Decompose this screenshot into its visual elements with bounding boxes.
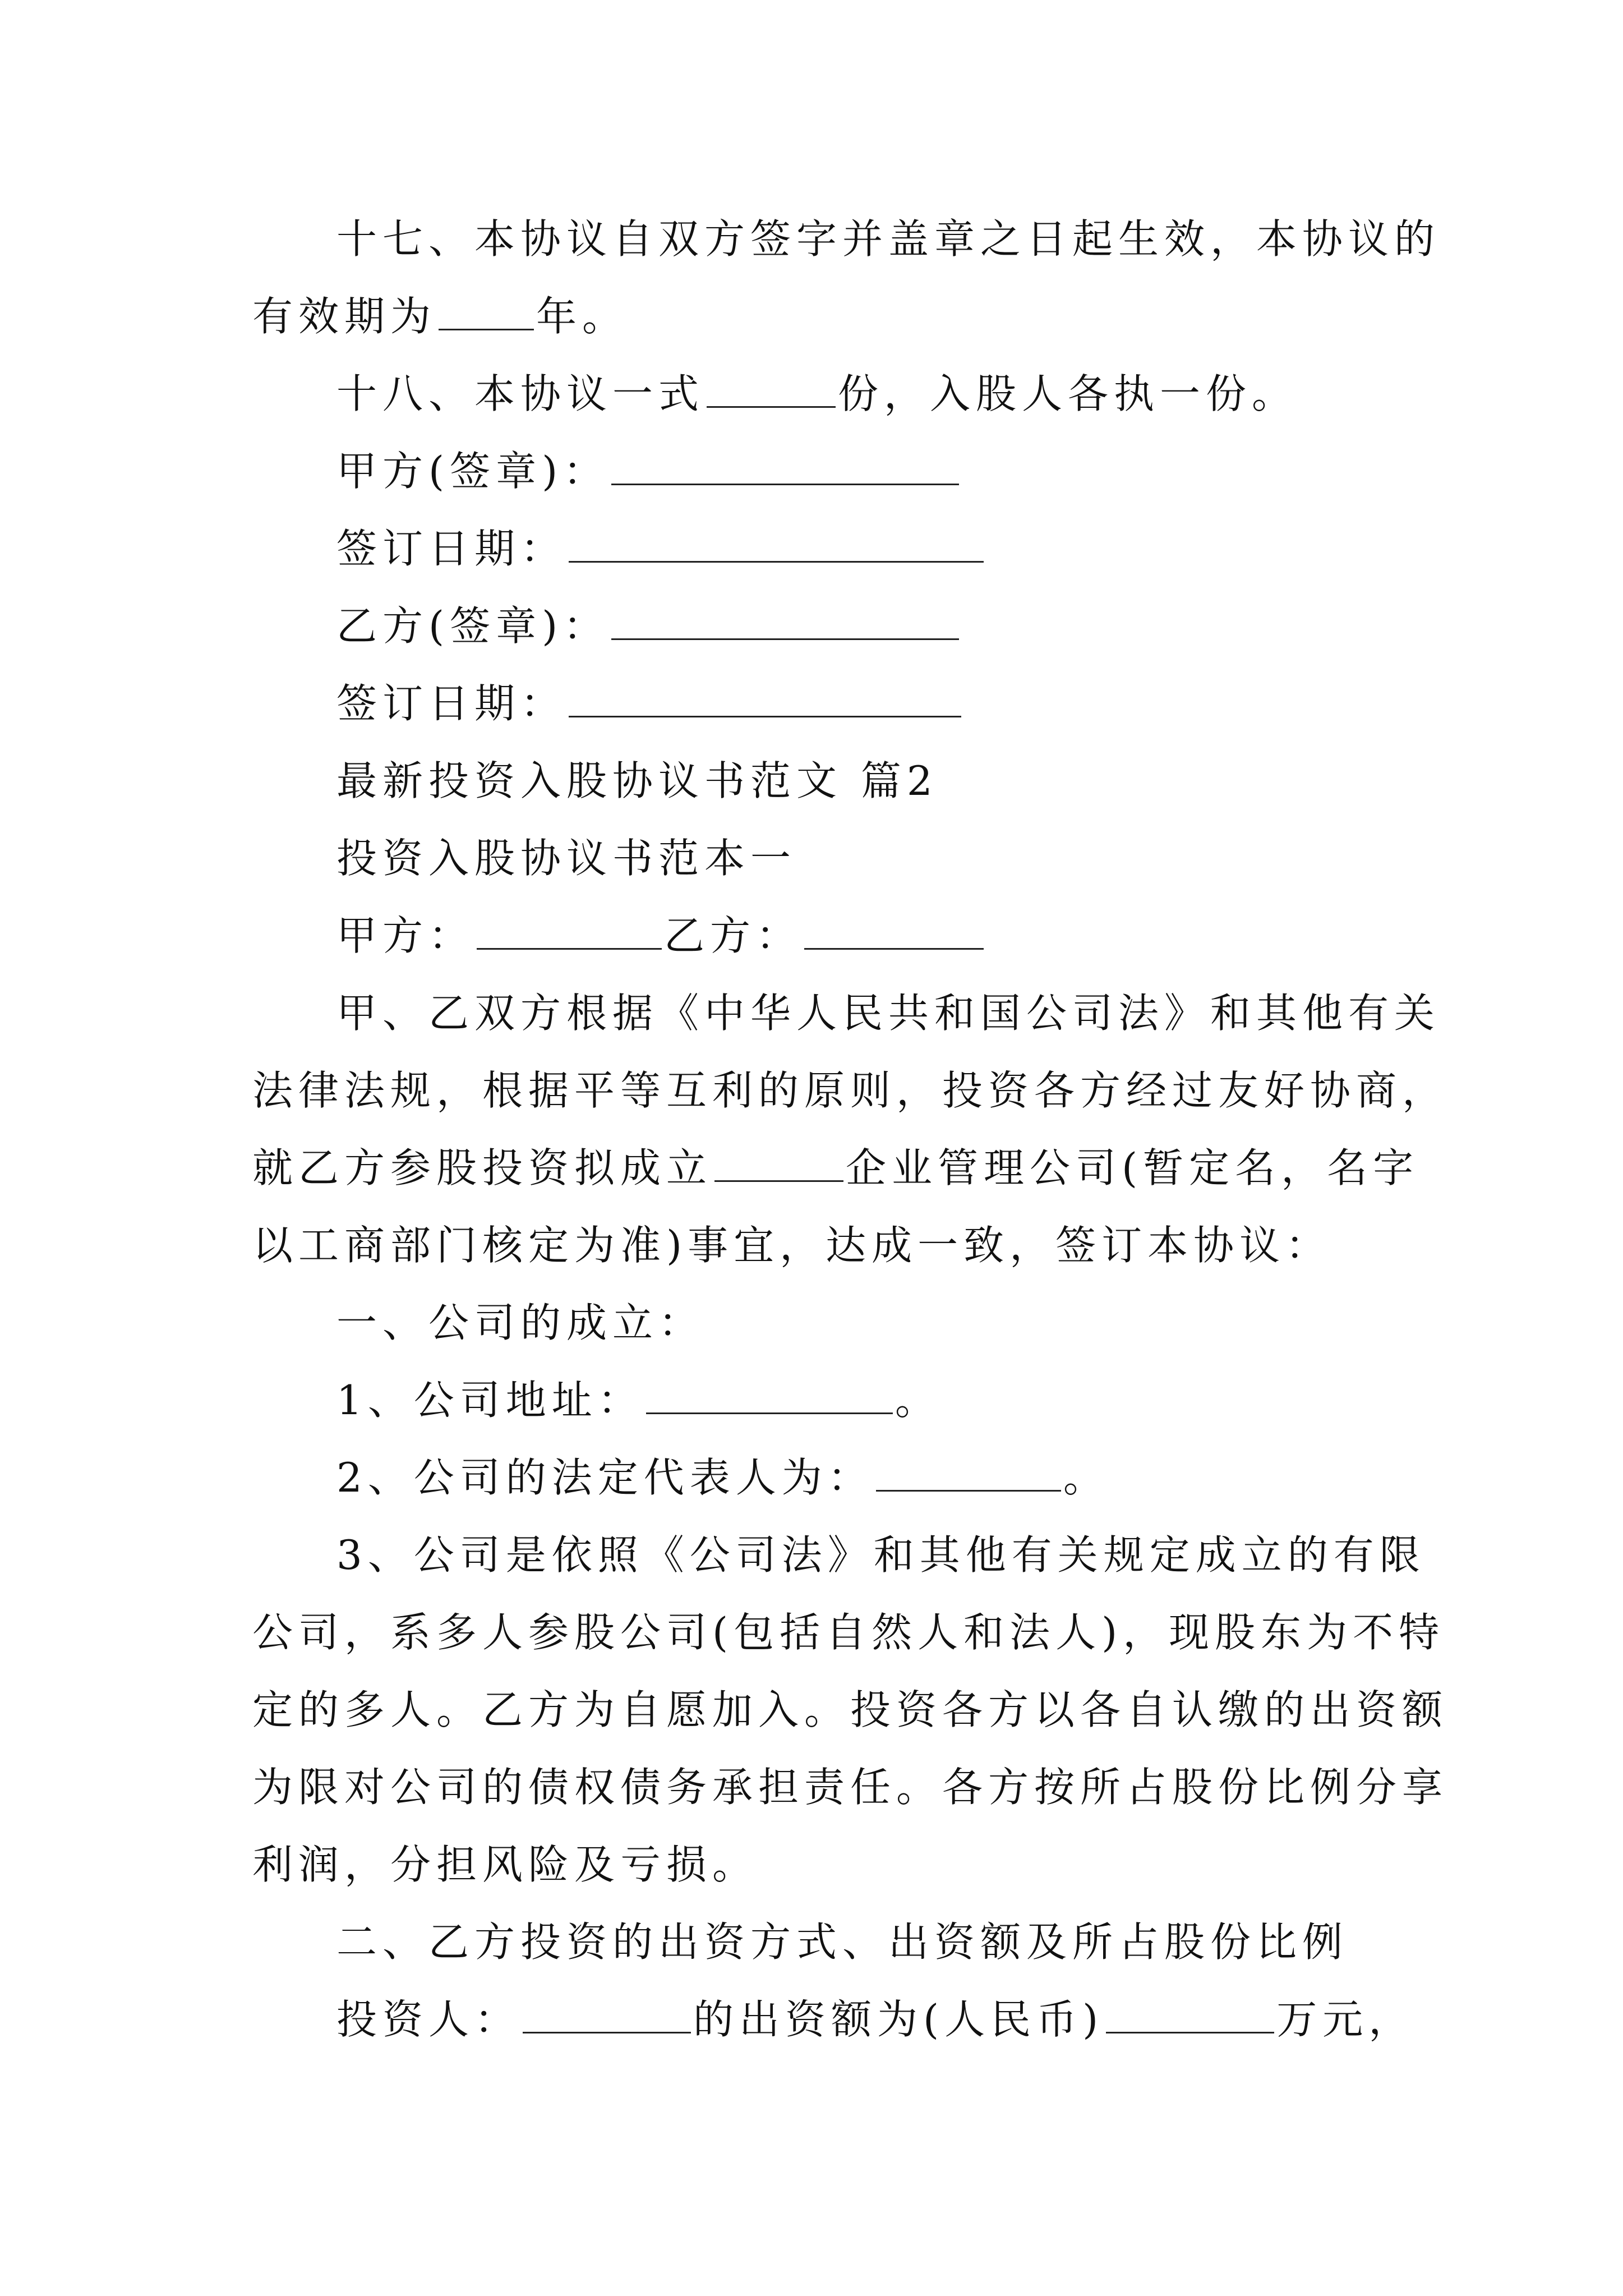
preamble-line-2 xyxy=(252,1064,1448,1117)
party-b-date-blank[interactable] xyxy=(569,682,961,717)
preamble-line-1 xyxy=(336,986,1440,1040)
item-3-text-1: 3、公司是依照《公司法》和其他有关规定成立的有限 xyxy=(336,1531,1426,1579)
validity-label: 有效期为 xyxy=(252,293,437,340)
article-1-heading-text: 一、公司的成立： xyxy=(336,1299,705,1346)
preamble-text-3a: 就乙方参股投资拟成立 xyxy=(252,1144,713,1191)
party-b-name-blank[interactable] xyxy=(804,914,984,950)
contribution-unit: 万元， xyxy=(1276,1996,1415,2043)
party-a-signature-line xyxy=(336,444,961,498)
item-3-line-4 xyxy=(252,1760,1448,1814)
company-address-blank[interactable] xyxy=(646,1379,893,1414)
investor-name-blank[interactable] xyxy=(523,1998,691,2033)
article-1-heading xyxy=(336,1296,704,1350)
legal-rep-label: 2、公司的法定代表人为： xyxy=(336,1454,874,1501)
company-name-blank[interactable] xyxy=(714,1147,843,1182)
legal-rep-line xyxy=(336,1451,1109,1504)
section-heading-2 xyxy=(336,754,938,808)
contribution-amount-blank[interactable] xyxy=(1106,1998,1274,2033)
preamble-text-4: 以工商部门核定为准)事宜，达成一致，签订本协议： xyxy=(252,1222,1332,1269)
section-heading-text: 最新投资入股协议书范文 篇2 xyxy=(336,757,938,804)
party-a-date-line xyxy=(336,522,986,576)
item-3-line-1 xyxy=(336,1528,1426,1582)
preamble-line-3 xyxy=(252,1141,1419,1195)
item-3-text-2: 公司，系多人参股公司(包括自然人和法人)，现股东为不特 xyxy=(252,1609,1445,1656)
party-a-signature-label: 甲方(签章)： xyxy=(336,448,610,495)
party-a-date-label: 签订日期： xyxy=(336,525,567,572)
investor-line xyxy=(336,1993,1414,2046)
clause-17-line-2 xyxy=(252,289,628,343)
item-3-line-3 xyxy=(252,1683,1448,1737)
party-a-signature-blank[interactable] xyxy=(611,450,959,485)
item-3-line-5 xyxy=(252,1838,758,1892)
legal-rep-blank[interactable] xyxy=(876,1456,1061,1492)
legal-rep-end: 。 xyxy=(1063,1454,1109,1501)
item-3-text-5: 利润，分担风险及亏损。 xyxy=(252,1841,759,1888)
investor-label: 投资人： xyxy=(336,1996,521,2043)
template-title-text: 投资入股协议书范本一 xyxy=(336,835,797,882)
template-title xyxy=(336,831,796,885)
clause-18-line xyxy=(336,367,1298,421)
party-a-label: 甲方： xyxy=(336,912,475,959)
party-b-signature-label: 乙方(签章)： xyxy=(336,602,610,650)
article-2-heading-text: 二、乙方投资的出资方式、出资额及所占股份比例 xyxy=(336,1918,1349,1966)
preamble-text-3b: 企业管理公司(暂定名，名字 xyxy=(846,1144,1419,1191)
item-3-line-2 xyxy=(252,1605,1445,1659)
article-2-heading xyxy=(336,1915,1348,1969)
copies-text: 份，入股人各执一份。 xyxy=(838,370,1298,417)
company-address-label: 1、公司地址： xyxy=(336,1377,644,1424)
validity-years-blank[interactable] xyxy=(439,295,534,330)
party-b-signature-blank[interactable] xyxy=(611,605,959,640)
company-address-line xyxy=(336,1373,941,1427)
preamble-line-4 xyxy=(252,1218,1331,1272)
party-b-label: 乙方： xyxy=(664,912,803,959)
item-3-text-4: 为限对公司的债权债务承担责任。各方按所占股份比例分享 xyxy=(252,1764,1449,1811)
company-address-end: 。 xyxy=(895,1377,941,1424)
party-a-name-blank[interactable] xyxy=(477,914,662,950)
copies-label: 十八、本协议一式 xyxy=(336,370,705,417)
validity-unit: 年。 xyxy=(536,293,629,340)
clause-17-text-1: 十七、本协议自双方签字并盖章之日起生效，本协议的 xyxy=(336,215,1441,263)
clause-17-line-1 xyxy=(336,212,1440,266)
parties-line xyxy=(336,909,986,963)
party-b-signature-line xyxy=(336,599,961,653)
contribution-label: 的出资额为(人民币) xyxy=(693,1996,1104,2043)
preamble-text-2: 法律法规，根据平等互利的原则，投资各方经过友好协商， xyxy=(252,1067,1449,1114)
item-3-text-3: 定的多人。乙方为自愿加入。投资各方以各自认缴的出资额 xyxy=(252,1686,1449,1733)
party-a-date-blank[interactable] xyxy=(569,527,984,563)
party-b-date-line xyxy=(336,677,963,730)
party-b-date-label: 签订日期： xyxy=(336,680,567,727)
preamble-text-1: 甲、乙双方根据《中华人民共和国公司法》和其他有关 xyxy=(336,990,1441,1037)
copies-count-blank[interactable] xyxy=(707,372,836,408)
